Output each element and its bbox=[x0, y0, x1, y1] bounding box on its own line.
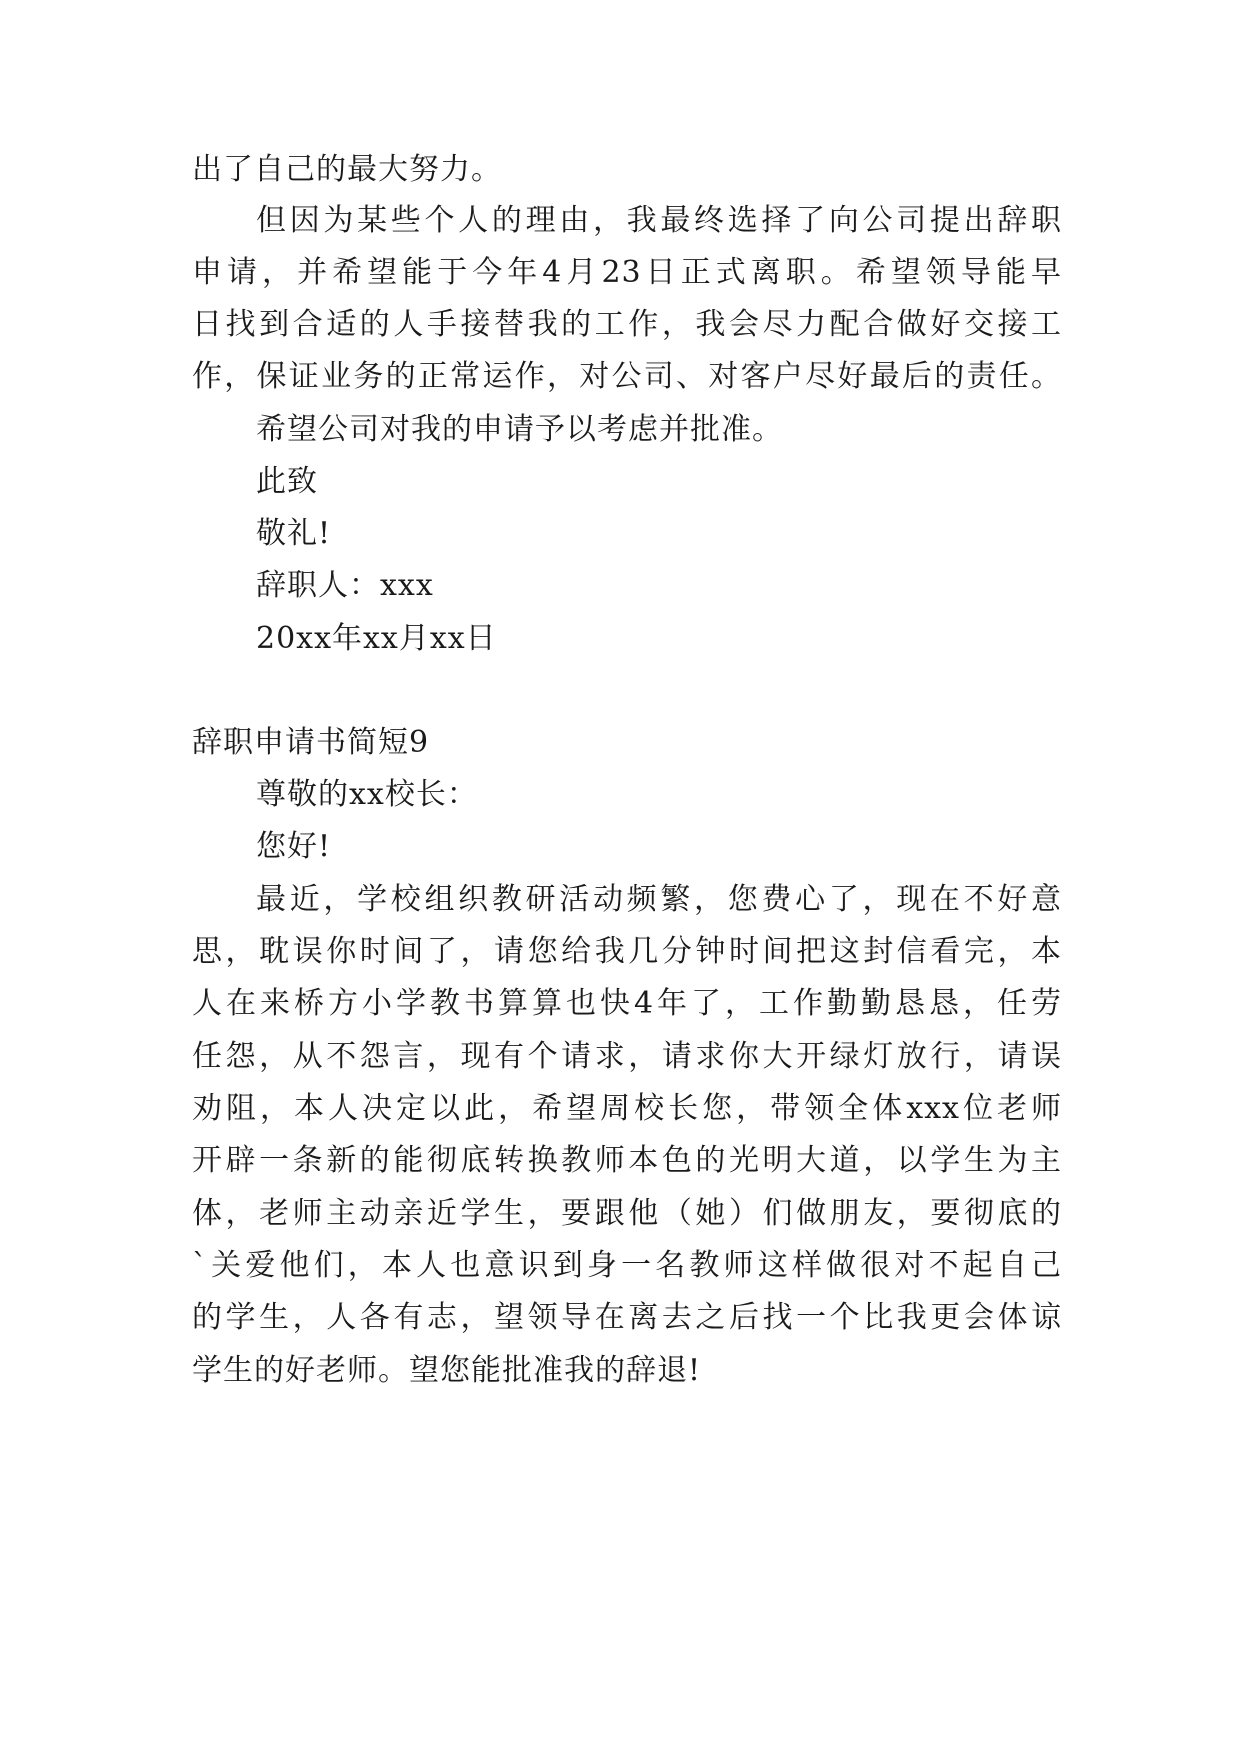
salutation: 尊敬的xx校长： bbox=[256, 777, 478, 812]
date-line: 20xx年xx月xx日 bbox=[256, 621, 497, 656]
paragraph-line: 日找到合适的人手接替我的工作，我会尽力配合做好交接工 bbox=[192, 307, 1062, 342]
paragraph-line: 最近，学校组织教研活动频繁，您费心了，现在不好意 bbox=[256, 882, 1062, 917]
paragraph-line: 但因为某些个人的理由，我最终选择了向公司提出辞职 bbox=[256, 203, 1062, 238]
section-title: 辞职申请书简短9 bbox=[192, 725, 430, 760]
closing-line: 此致 bbox=[256, 464, 318, 499]
paragraph-line: 的学生，人各有志，望领导在离去之后找一个比我更会体谅 bbox=[192, 1300, 1062, 1335]
paragraph-line: 开辟一条新的能彻底转换教师本色的光明大道，以学生为主 bbox=[192, 1143, 1062, 1178]
paragraph-line: 人在来桥方小学教书算算也快4年了，工作勤勤恳恳，任劳 bbox=[192, 986, 1062, 1021]
closing-salute: 敬礼! bbox=[256, 516, 332, 551]
signature-line: 辞职人：xxx bbox=[256, 568, 434, 603]
paragraph-line: 体，老师主动亲近学生，要跟他（她）们做朋友，要彻底的 bbox=[192, 1196, 1062, 1231]
paragraph-line: `关爱他们，本人也意识到身一名教师这样做很对不起自己 bbox=[192, 1248, 1062, 1283]
paragraph-line: 劝阻，本人决定以此，希望周校长您，带领全体xxx位老师 bbox=[192, 1091, 1062, 1126]
paragraph-line: 任怨，从不怨言，现有个请求，请求你大开绿灯放行，请误 bbox=[192, 1039, 1062, 1074]
paragraph-line: 学生的好老师。望您能批准我的辞退! bbox=[192, 1353, 702, 1388]
paragraph-line: 出了自己的最大努力。 bbox=[192, 152, 502, 187]
paragraph-line: 申请，并希望能于今年4月23日正式离职。希望领导能早 bbox=[192, 255, 1062, 290]
paragraph-line: 希望公司对我的申请予以考虑并批准。 bbox=[256, 412, 783, 447]
greeting: 您好! bbox=[256, 829, 332, 864]
paragraph-line: 作，保证业务的正常运作，对公司、对客户尽好最后的责任。 bbox=[192, 359, 1062, 394]
paragraph-line: 思，耽误你时间了，请您给我几分钟时间把这封信看完，本 bbox=[192, 934, 1062, 969]
